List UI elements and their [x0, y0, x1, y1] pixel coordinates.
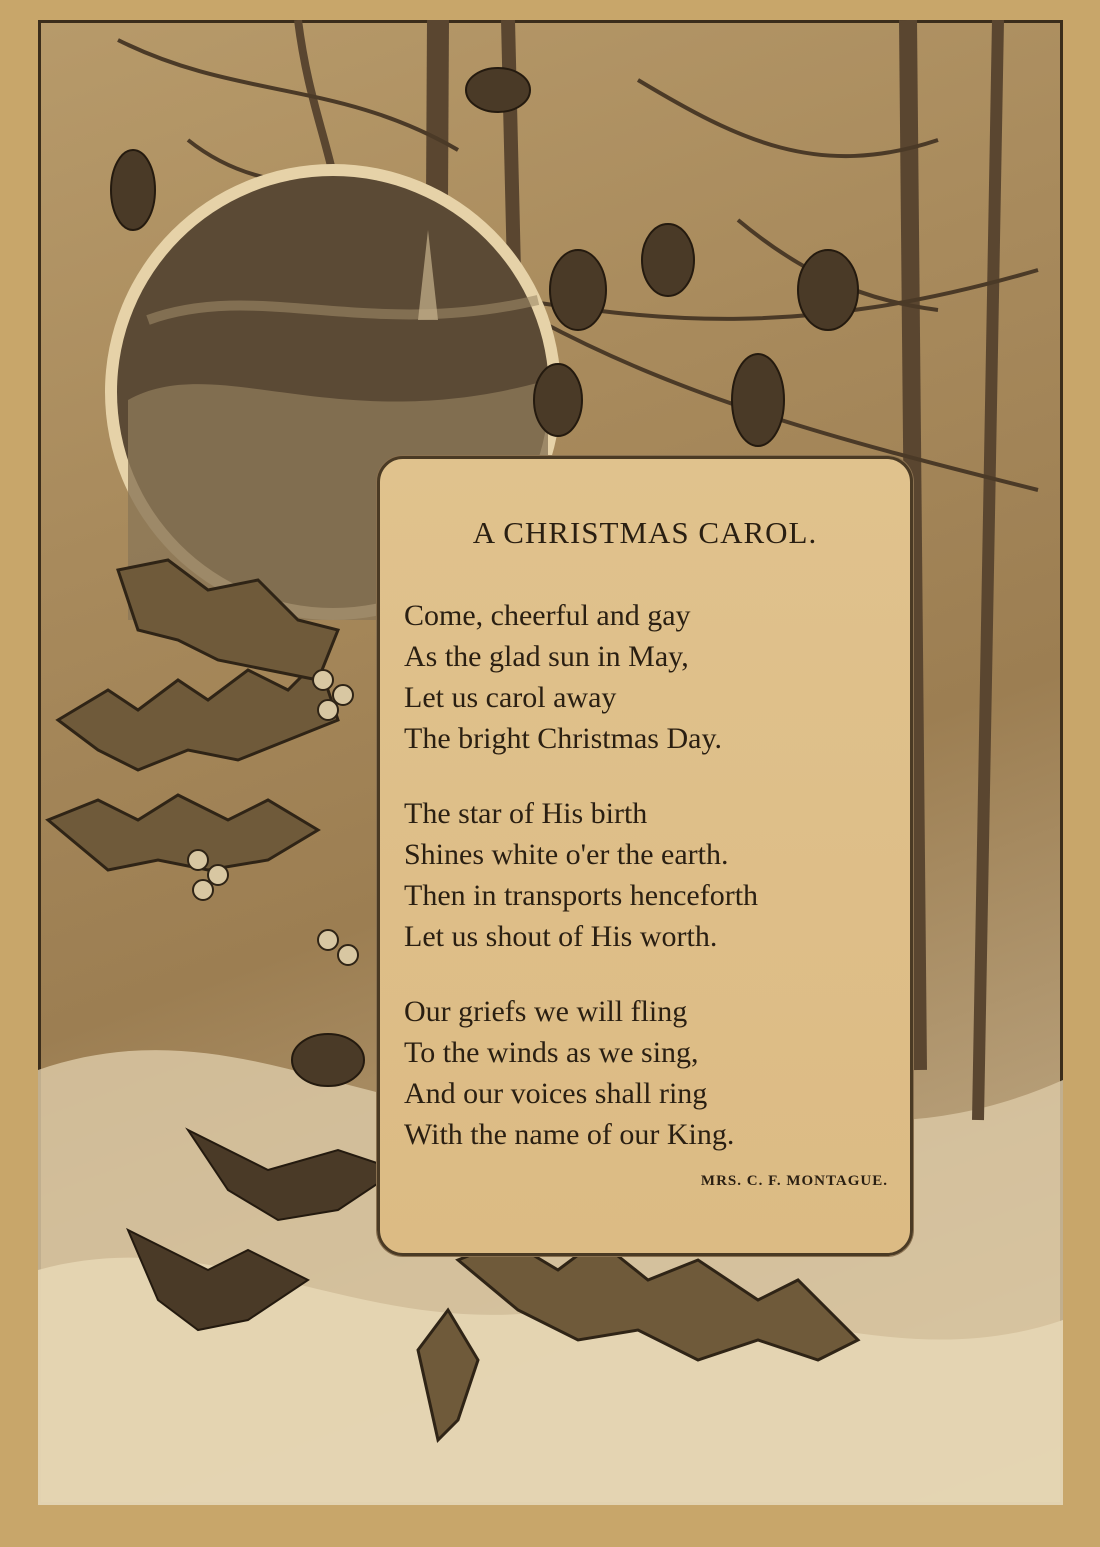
poem-line: And our voices shall ring: [404, 1077, 708, 1110]
poem-line: Let us shout of His worth.: [404, 920, 718, 953]
poem-line: Our griefs we will fling: [404, 995, 688, 1028]
poem-line: Then in transports henceforth: [404, 879, 759, 912]
poem-line: With the name of our King.: [404, 1118, 735, 1151]
poem-line: Let us carol away: [404, 681, 617, 714]
poem-line: The bright Christmas Day.: [404, 722, 723, 755]
poem-line: To the winds as we sing,: [404, 1036, 699, 1069]
poem-line: The star of His birth: [404, 797, 648, 830]
stanza-3: [404, 991, 734, 1155]
poem-card: [377, 456, 913, 1256]
illustration-frame: [38, 20, 1063, 1505]
stanza-2: [404, 793, 758, 957]
stanza-1: [404, 595, 722, 759]
poem-line: Come, cheerful and gay: [404, 599, 691, 632]
poem-line: Shines white o'er the earth.: [404, 838, 729, 871]
poem-title: A CHRISTMAS CAROL.: [472, 515, 818, 550]
poem-line: As the glad sun in May,: [404, 640, 689, 673]
poem-author: MRS. C. F. MONTAGUE.: [700, 1173, 888, 1189]
